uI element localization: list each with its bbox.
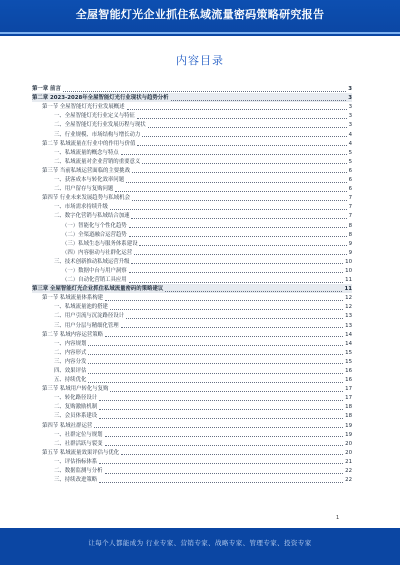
toc-entry[interactable] <box>32 111 352 120</box>
toc-entry[interactable] <box>32 293 352 302</box>
toc-entry[interactable] <box>32 266 352 275</box>
toc-entry[interactable] <box>32 166 352 175</box>
toc-entry-page: 19 <box>345 431 352 438</box>
toc-dot-leader <box>94 427 343 428</box>
toc-entry[interactable] <box>32 248 352 257</box>
table-of-contents <box>32 84 352 484</box>
toc-entry-title: 四、效果评估 <box>54 368 87 374</box>
toc-entry-page: 12 <box>345 304 352 311</box>
toc-dot-leader <box>129 272 343 273</box>
toc-entry[interactable] <box>32 475 352 484</box>
toc-entry-page: 9 <box>348 240 352 247</box>
toc-entry-title: （一）数据中台与用户洞察 <box>62 267 127 274</box>
toc-entry[interactable] <box>32 384 352 393</box>
toc-entry[interactable] <box>32 302 352 311</box>
toc-entry-title: 三、会员体系建设 <box>54 413 98 420</box>
toc-entry-page: 10 <box>345 267 352 274</box>
toc-entry-title: （二）自动化营销工具应用 <box>62 277 127 284</box>
toc-entry-title: 三、技术创新推动私域运营升级 <box>54 258 130 265</box>
toc-dot-leader <box>110 391 343 392</box>
toc-entry[interactable] <box>32 439 352 448</box>
toc-entry[interactable] <box>32 448 352 457</box>
toc-dot-leader <box>99 482 343 483</box>
toc-entry-page: 7 <box>348 213 352 220</box>
toc-entry-title: 五、持续优化 <box>54 377 87 384</box>
toc-dot-leader <box>105 436 344 437</box>
toc-entry[interactable] <box>32 311 352 320</box>
toc-entry-title: 三、用户分层与精细化管理 <box>54 322 119 329</box>
toc-entry-title: （一）智能化与个性化趋势 <box>62 222 127 229</box>
toc-entry-title: 二、数字化营销与私域结合加速 <box>54 213 130 220</box>
toc-entry[interactable] <box>32 193 352 202</box>
toc-dot-leader <box>142 136 346 137</box>
toc-title: 内容目录 <box>176 54 224 67</box>
toc-entry-page: 7 <box>348 204 352 211</box>
toc-entry-title: 第二节 私域内容运营策略 <box>42 331 104 338</box>
toc-entry[interactable] <box>32 393 352 402</box>
toc-entry[interactable] <box>32 466 352 475</box>
toc-entry[interactable] <box>32 139 352 148</box>
toc-entry-title: 二、私域流量对企业营销的重要意义 <box>54 158 141 165</box>
toc-entry-page: 20 <box>345 440 352 447</box>
toc-dot-leader <box>137 145 346 146</box>
toc-entry-title: 三、持续改进策略 <box>54 477 98 484</box>
toc-dot-leader <box>142 163 346 164</box>
toc-dot-leader <box>132 200 347 201</box>
toc-entry[interactable] <box>32 148 352 157</box>
toc-dot-leader <box>88 373 343 374</box>
toc-dot-leader <box>88 345 343 346</box>
toc-entry[interactable] <box>32 239 352 248</box>
toc-dot-leader <box>99 409 343 410</box>
toc-dot-leader <box>121 454 343 455</box>
toc-dot-leader <box>99 463 343 464</box>
toc-entry-page: 14 <box>345 340 352 347</box>
toc-dot-leader <box>131 218 346 219</box>
toc-entry-title: 一、私域流量的概念与特点 <box>54 149 119 156</box>
toc-dot-leader <box>105 336 343 337</box>
toc-entry[interactable] <box>32 320 352 329</box>
toc-dot-leader <box>105 300 343 301</box>
toc-entry-title: 第三节 私域用户转化与复购 <box>42 386 109 393</box>
toc-entry-page: 3 <box>348 86 352 93</box>
toc-entry-page: 6 <box>348 167 352 174</box>
toc-dot-leader <box>105 473 344 474</box>
toc-entry-page: 3 <box>348 104 352 111</box>
toc-entry[interactable] <box>32 430 352 439</box>
toc-entry-page: 19 <box>345 422 352 429</box>
toc-entry-page: 11 <box>344 286 352 293</box>
toc-dot-leader <box>139 245 346 246</box>
toc-entry-page: 17 <box>345 395 352 402</box>
toc-entry[interactable] <box>32 175 352 184</box>
toc-dot-leader <box>127 109 347 110</box>
toc-entry[interactable] <box>32 357 352 366</box>
toc-dot-leader <box>121 327 343 328</box>
toc-entry-page: 13 <box>345 313 352 320</box>
toc-entry-page: 3 <box>348 113 352 120</box>
page-header <box>0 0 400 36</box>
toc-dot-leader <box>129 227 347 228</box>
toc-entry-page: 9 <box>348 249 352 256</box>
toc-dot-leader <box>134 254 346 255</box>
toc-dot-leader <box>165 291 342 292</box>
toc-entry-page: 5 <box>348 149 352 156</box>
toc-entry[interactable] <box>32 339 352 348</box>
header-divider <box>0 32 400 34</box>
toc-entry-title: （三）私域生态与服务体系建设 <box>62 240 138 247</box>
toc-entry-title: 二、数据监测与分析 <box>54 468 103 475</box>
toc-entry[interactable] <box>32 202 352 211</box>
page-number: 1 <box>336 515 340 521</box>
toc-entry-title: （二）全渠道融合运营趋势 <box>62 231 127 238</box>
toc-entry-page: 21 <box>345 458 352 465</box>
toc-dot-leader <box>99 400 343 401</box>
toc-entry-page: 16 <box>345 368 352 374</box>
toc-entry-title: 第一章 前言 <box>32 86 61 93</box>
toc-entry-page: 13 <box>345 322 352 329</box>
toc-entry-title: 第一节 私域流量体系构建 <box>42 295 104 302</box>
toc-entry[interactable] <box>32 366 352 375</box>
toc-entry-page: 15 <box>345 358 352 365</box>
toc-dot-leader <box>115 191 346 192</box>
toc-entry-page: 15 <box>345 349 352 356</box>
toc-entry[interactable] <box>32 184 352 193</box>
toc-entry-page: 7 <box>348 195 352 202</box>
toc-entry[interactable] <box>32 93 352 102</box>
toc-entry[interactable] <box>32 102 352 111</box>
toc-entry-page: 18 <box>345 413 352 420</box>
toc-entry-title: 二、全屋智能灯光行业发展历程与现状 <box>54 122 146 129</box>
toc-entry-title: 第三章 全屋智能灯光企业抓住私域流量密码的策略建议 <box>32 286 164 293</box>
toc-entry-title: （四）内容驱动与社群化运营 <box>62 249 133 256</box>
toc-entry-title: 二、社群活跃与裂变 <box>54 440 103 447</box>
toc-entry-title: 一、私域流量池的搭建 <box>54 304 108 311</box>
toc-entry-page: 6 <box>348 186 352 193</box>
toc-entry-title: 二、复购激励机制 <box>54 404 98 411</box>
toc-entry[interactable] <box>32 157 352 166</box>
toc-entry-title: 三、内容分发 <box>54 358 87 365</box>
toc-entry[interactable] <box>32 375 352 384</box>
toc-entry-page: 6 <box>348 177 352 184</box>
toc-entry-page: 8 <box>348 231 352 238</box>
toc-entry[interactable] <box>32 457 352 466</box>
toc-dot-leader <box>126 318 343 319</box>
toc-entry-title: 第三节 当前私域运营面临的主要挑战 <box>42 167 130 174</box>
toc-entry-page: 22 <box>345 477 352 484</box>
footer-slogan: 让每个人都能成为 行业专家、营销专家、战略专家、管理专家、投资专家 <box>88 539 312 547</box>
toc-entry-title: 三、行业规模、市场结构与增长动力 <box>54 131 141 138</box>
toc-entry-title: 第二节 私域流量在行业中的作用与价值 <box>42 140 136 147</box>
toc-entry-title: 一、全屋智能灯光行业定义与特征 <box>54 113 135 120</box>
toc-dot-leader <box>88 354 343 355</box>
toc-dot-leader <box>121 154 347 155</box>
toc-dot-leader <box>129 236 347 237</box>
toc-entry-page: 16 <box>345 377 352 384</box>
toc-entry[interactable] <box>32 84 352 93</box>
toc-entry-page: 4 <box>348 140 352 147</box>
report-title: 全屋智能灯光企业抓住私域流量密码策略研究报告 <box>75 8 325 21</box>
toc-entry[interactable] <box>32 411 352 420</box>
toc-dot-leader <box>148 127 347 128</box>
toc-entry[interactable] <box>32 402 352 411</box>
toc-entry-page: 20 <box>345 449 352 456</box>
toc-dot-leader <box>88 382 343 383</box>
toc-entry-page: 3 <box>348 122 352 129</box>
toc-entry[interactable] <box>32 129 352 138</box>
toc-dot-leader <box>126 182 346 183</box>
toc-entry[interactable] <box>32 257 352 266</box>
toc-entry-title: 第五节 私域流量效果评估与优化 <box>42 449 120 456</box>
toc-dot-leader <box>110 309 343 310</box>
toc-dot-leader <box>88 363 343 364</box>
toc-entry[interactable] <box>32 348 352 357</box>
toc-dot-leader <box>131 263 343 264</box>
toc-entry[interactable] <box>32 211 352 220</box>
toc-entry[interactable] <box>32 420 352 429</box>
toc-entry-page: 8 <box>348 222 352 229</box>
toc-entry[interactable] <box>32 220 352 229</box>
toc-entry-title: 一、评估指标体系 <box>54 458 98 465</box>
toc-entry-title: 一、获客成本与转化效率问题 <box>54 177 125 184</box>
toc-entry-title: 二、用户留存与复购问题 <box>54 186 114 193</box>
toc-entry-title: 一、社群定位与规划 <box>54 431 103 438</box>
toc-entry-page: 17 <box>345 386 352 393</box>
toc-entry-title: 第一节 全屋智能灯光行业发展概述 <box>42 104 125 111</box>
toc-entry-title: 一、市场需求持续升级 <box>54 204 108 211</box>
toc-entry-title: 一、内容规划 <box>54 340 87 347</box>
toc-entry-title: 第四节 行业未来发展趋势与私域机会 <box>42 195 130 202</box>
toc-entry-page: 5 <box>348 158 352 165</box>
toc-entry[interactable] <box>32 284 352 293</box>
toc-entry[interactable] <box>32 330 352 339</box>
toc-entry-page: 3 <box>348 95 352 102</box>
toc-dot-leader <box>105 445 344 446</box>
toc-entry-page: 11 <box>345 277 352 284</box>
toc-dot-leader <box>137 118 347 119</box>
toc-entry-title: 一、转化路径设计 <box>54 395 98 402</box>
toc-entry-title: 二、内容形式 <box>54 349 87 356</box>
toc-entry-page: 12 <box>345 295 352 302</box>
toc-entry-page: 22 <box>345 468 352 475</box>
toc-entry-title: 第二章 2023-2028年全屋智能灯光行业现状与趋势分析 <box>32 95 169 102</box>
toc-entry-page: 10 <box>345 258 352 265</box>
toc-entry-page: 18 <box>345 404 352 411</box>
toc-dot-leader <box>132 172 347 173</box>
toc-dot-leader <box>110 209 347 210</box>
toc-entry-page: 4 <box>348 131 352 138</box>
toc-dot-leader <box>171 100 347 101</box>
toc-entry-title: 第四节 私域社群运营 <box>42 422 93 429</box>
toc-dot-leader <box>129 282 343 283</box>
toc-dot-leader <box>63 91 346 92</box>
toc-entry[interactable] <box>32 230 352 239</box>
toc-entry[interactable] <box>32 275 352 284</box>
toc-dot-leader <box>99 418 343 419</box>
toc-entry[interactable] <box>32 120 352 129</box>
toc-entry-page: 14 <box>345 331 352 338</box>
toc-entry-title: 二、用户引流与沉淀路径设计 <box>54 313 125 320</box>
